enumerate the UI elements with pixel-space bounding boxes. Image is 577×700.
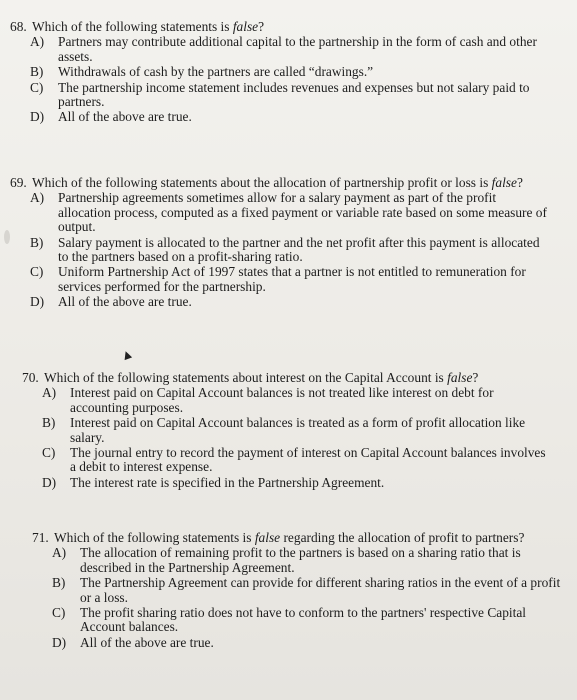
option-d: D) All of the above are true. [30,294,192,310]
option-b: B) Interest paid on Capital Account balances is treated as a form of profit allocation like salary. [42,415,526,445]
option-b: B) The Partnership Agreement can provide for different sharing ratios in the event of a profit or a loss. [52,575,561,605]
option-c: C) The profit sharing ratio does not have to conform to the partners' respective Capital Account balances. [52,605,527,635]
option-d: D) The interest rate is specified in the Partnership Agreement. [42,474,385,490]
option-d: D) All of the above are true. [52,634,214,650]
question-68 [10,20,562,126]
option-c: C) The journal entry to record the payment of interest on Capital Account balances involves a debit to interest expense. [42,445,546,475]
option-d: D) All of the above are true. [30,109,192,125]
option-c: C) The partnership income statement includes revenues and expenses but not salary paid to partners. [30,79,530,110]
question-number: 70. [22,370,39,385]
smudge-mark [4,230,10,244]
arrow-mark-icon [122,350,132,360]
question-number: 68. [10,19,27,34]
option-a: A) Partnership agreements sometimes allow for a salary payment as part of the profit allocation process, computed as a fixed payment or variable rate based on some measure of output. [30,190,547,235]
option-a: A) The allocation of remaining profit to the partners is based on a sharing ratio that is described in the Partnership Agreement. [52,545,521,575]
question-number: 71. [32,530,49,545]
option-a: A) Interest paid on Capital Account balances is not treated like interest on debt for accounting purposes. [42,385,494,415]
question-70 [22,371,552,491]
question-number: 69. [10,175,27,190]
question-stem: 71. Which of the following statements is false regarding the allocation of profit to partners? [32,530,525,545]
option-a: A) Partners may contribute additional capital to the partnership in the form of cash and other assets. [30,34,537,64]
question-69 [10,176,550,311]
option-c: C) Uniform Partnership Act of 1997 states that a partner is not entitled to remuneration for services performed for the partnership. [30,264,526,294]
option-b: B) Withdrawals of cash by the partners are called “drawings.” [30,64,374,80]
question-stem: 69. Which of the following statements about the allocation of partnership profit or loss is false? [10,175,523,190]
question-stem: 68. Which of the following statements is false? [10,19,265,34]
option-b: B) Salary payment is allocated to the partner and the net profit after this payment is allocated to the partners based on a profit-sharing ratio. [30,234,540,265]
question-stem: 70. Which of the following statements about interest on the Capital Account is false? [22,370,479,385]
question-71 [32,531,562,651]
